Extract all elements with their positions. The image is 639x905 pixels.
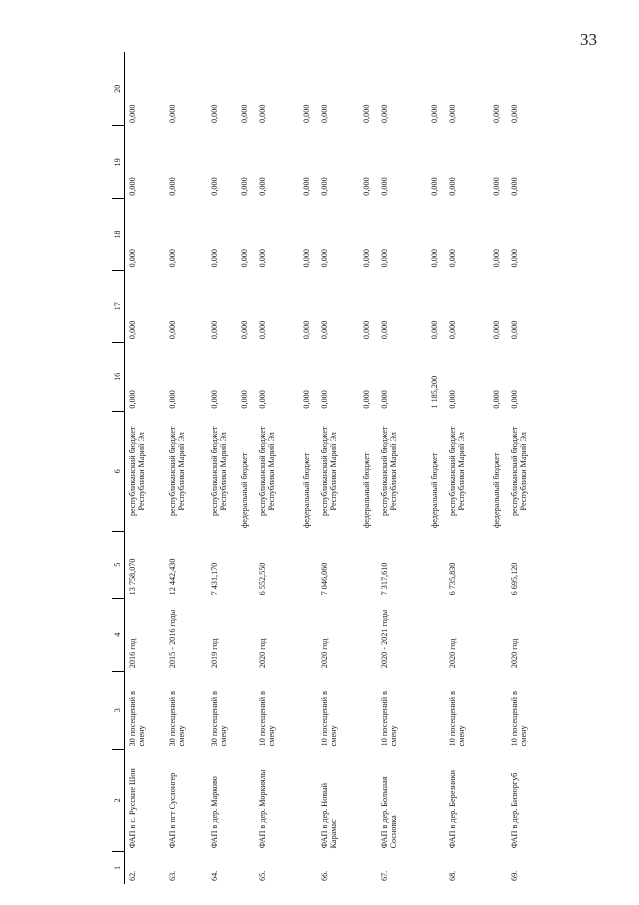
value-cell: 0,000 <box>257 177 267 196</box>
header-cell: 5 <box>112 531 125 598</box>
value-cell: 0,000 <box>319 390 329 409</box>
value-cell: 0,000 <box>509 320 519 340</box>
value-cell: 0,000 <box>167 104 177 123</box>
page-number: 33 <box>580 30 597 49</box>
capacity-cell: 30 посещений в смену <box>167 691 186 747</box>
value-cell: 0,000 <box>319 320 329 340</box>
value-cell: 0,000 <box>491 390 501 409</box>
facility-name: ФАП в дер. Большая Сосновка <box>379 776 398 849</box>
value-cell: 0,000 <box>167 177 177 196</box>
cost-cell: 6 695,120 <box>509 562 519 596</box>
value-cell: 0,000 <box>257 390 267 409</box>
value-cell: 0,000 <box>301 320 311 340</box>
value-cell: 0,000 <box>167 390 177 409</box>
value-cell: 0,000 <box>167 248 177 268</box>
rotated-table-area <box>112 52 530 884</box>
facility-name: ФАП в дер. Бизюргуб <box>509 772 519 849</box>
table-row <box>165 52 207 884</box>
table-row <box>377 52 427 884</box>
value-cell: 0,000 <box>128 248 137 268</box>
table-row <box>507 52 549 884</box>
cost-cell: 6 735,830 <box>447 562 457 596</box>
value-cell: 0,000 <box>319 177 329 196</box>
facility-name: ФАП в дер. Моркиялы <box>257 769 267 849</box>
value-cell: 0,000 <box>361 248 371 268</box>
capacity-cell: 10 посещений в смену <box>319 691 338 747</box>
value-cell: 0,000 <box>361 320 371 340</box>
value-cell: 0,000 <box>379 320 389 340</box>
facility-name: ФАП в дер. Березники <box>447 770 457 849</box>
cost-cell: 7 317,610 <box>379 562 389 596</box>
facility-name: ФАП в дер. Марково <box>209 776 219 849</box>
value-cell: 0,000 <box>447 248 457 268</box>
value-cell: 0,000 <box>361 104 371 123</box>
facility-name: ФАП в пгт Суслонгер <box>167 772 177 849</box>
value-cell: 0,000 <box>509 390 519 409</box>
table-row <box>317 52 359 884</box>
row-number: 69. <box>509 870 519 881</box>
value-cell: 0,000 <box>239 248 249 268</box>
value-cell: 0,000 <box>491 177 501 196</box>
header-cell: 16 <box>112 342 125 412</box>
value-cell: 0,000 <box>319 104 329 123</box>
value-cell: 0,000 <box>447 390 457 409</box>
cost-cell: 6 552,550 <box>257 562 267 596</box>
value-cell: 0,000 <box>429 248 439 268</box>
value-cell: 0,000 <box>361 177 371 196</box>
value-cell: 0,000 <box>128 390 137 409</box>
table-row <box>125 52 165 884</box>
value-cell: 0,000 <box>257 104 267 123</box>
value-cell: 0,000 <box>239 390 249 409</box>
header-cell: 6 <box>112 412 125 531</box>
header-cell: 3 <box>112 671 125 749</box>
row-number: 63. <box>167 870 177 881</box>
value-cell: 0,000 <box>429 177 439 196</box>
funding-source-cell: республиканский бюджет Республики Марий Эл <box>128 426 147 517</box>
funding-source-cell: республиканский бюджет Республики Марий Эл <box>209 426 228 517</box>
year-cell: 2015 - 2016 годы <box>167 609 177 669</box>
funding-source-cell: федеральный бюджет <box>239 452 249 529</box>
budget-table <box>112 52 549 884</box>
capacity-cell: 10 посещений в смену <box>379 691 398 747</box>
value-cell: 0,000 <box>491 248 501 268</box>
funding-source-cell: республиканский бюджет Республики Марий Эл <box>167 426 186 517</box>
funding-source-cell: республиканский бюджет Республики Марий Эл <box>257 426 276 517</box>
value-cell: 0,000 <box>447 177 457 196</box>
table-row <box>445 52 489 884</box>
value-cell: 0,000 <box>301 390 311 409</box>
value-cell: 0,000 <box>209 177 219 196</box>
capacity-cell: 30 посещений в смену <box>128 691 147 747</box>
value-cell: 0,000 <box>128 104 137 123</box>
value-cell: 0,000 <box>209 248 219 268</box>
year-cell: 2020 год <box>447 638 457 669</box>
value-cell: 0,000 <box>239 177 249 196</box>
table-row <box>255 52 299 884</box>
value-cell: 0,000 <box>379 248 389 268</box>
value-cell: 0,000 <box>239 320 249 340</box>
funding-source-cell: федеральный бюджет <box>301 452 311 529</box>
value-cell: 0,000 <box>209 320 219 340</box>
year-cell: 2019 год <box>209 638 219 669</box>
value-cell: 0,000 <box>361 390 371 409</box>
row-number: 66. <box>319 870 329 881</box>
value-cell: 0,000 <box>491 104 501 123</box>
table-row <box>207 52 237 884</box>
value-cell: 0,000 <box>257 320 267 340</box>
value-cell: 0,000 <box>447 104 457 123</box>
row-number: 65. <box>257 870 267 881</box>
funding-source-cell: республиканский бюджет Республики Марий Эл <box>379 426 398 517</box>
value-cell: 0,000 <box>209 104 219 123</box>
value-cell: 0,000 <box>379 390 389 409</box>
header-cell: 20 <box>112 52 125 126</box>
value-cell: 0,000 <box>167 320 177 340</box>
table-body <box>125 52 549 884</box>
row-number: 64. <box>209 870 219 881</box>
funding-source-cell: федеральный бюджет <box>429 452 439 529</box>
value-cell: 0,000 <box>509 104 519 123</box>
value-cell: 0,000 <box>447 320 457 340</box>
value-cell: 0,000 <box>209 390 219 409</box>
value-cell: 0,000 <box>128 177 137 196</box>
funding-source-cell: федеральный бюджет <box>361 452 371 529</box>
facility-name: ФАП в с. Русские Шои <box>128 768 137 849</box>
year-cell: 2020 - 2021 годы <box>379 609 389 669</box>
cost-cell: 13 758,070 <box>128 558 137 596</box>
year-cell: 2020 год <box>319 638 329 669</box>
cost-cell: 7 431,170 <box>209 562 219 596</box>
year-cell: 2020 год <box>509 638 519 669</box>
funding-source-cell: республиканский бюджет Республики Марий Эл <box>319 426 338 517</box>
year-cell: 2016 год <box>128 638 137 669</box>
value-cell: 1 185,200 <box>429 375 439 409</box>
header-cell: 18 <box>112 199 125 271</box>
capacity-cell: 30 посещений в смену <box>209 691 228 747</box>
value-cell: 0,000 <box>491 320 501 340</box>
value-cell: 0,000 <box>429 320 439 340</box>
value-cell: 0,000 <box>301 104 311 123</box>
capacity-cell: 10 посещений в смену <box>447 691 466 747</box>
header-cell: 19 <box>112 126 125 199</box>
year-cell: 2020 год <box>257 638 267 669</box>
value-cell: 0,000 <box>379 177 389 196</box>
cost-cell: 7 046,060 <box>319 562 329 596</box>
capacity-cell: 10 посещений в смену <box>509 691 528 747</box>
capacity-cell: 10 посещений в смену <box>257 691 276 747</box>
value-cell: 0,000 <box>429 104 439 123</box>
funding-source-cell: республиканский бюджет Республики Марий Эл <box>447 426 466 517</box>
header-cell: 17 <box>112 270 125 342</box>
funding-source-cell: республиканский бюджет Республики Марий Эл <box>509 426 528 517</box>
value-cell: 0,000 <box>257 248 267 268</box>
funding-source-cell: федеральный бюджет <box>491 452 501 529</box>
value-cell: 0,000 <box>128 320 137 340</box>
value-cell: 0,000 <box>509 248 519 268</box>
header-cell: 2 <box>112 749 125 851</box>
value-cell: 0,000 <box>301 248 311 268</box>
row-number: 68. <box>447 870 457 881</box>
header-cell: 4 <box>112 598 125 671</box>
value-cell: 0,000 <box>509 177 519 196</box>
value-cell: 0,000 <box>379 104 389 123</box>
value-cell: 0,000 <box>319 248 329 268</box>
header-cell: 1 <box>112 851 125 884</box>
row-number: 62. <box>128 870 137 881</box>
value-cell: 0,000 <box>301 177 311 196</box>
value-cell: 0,000 <box>239 104 249 123</box>
cost-cell: 12 442,430 <box>167 558 177 596</box>
facility-name: ФАП в дер. Новый Карамас <box>319 782 338 849</box>
table-header-row <box>112 52 125 884</box>
row-number: 67. <box>379 870 389 881</box>
